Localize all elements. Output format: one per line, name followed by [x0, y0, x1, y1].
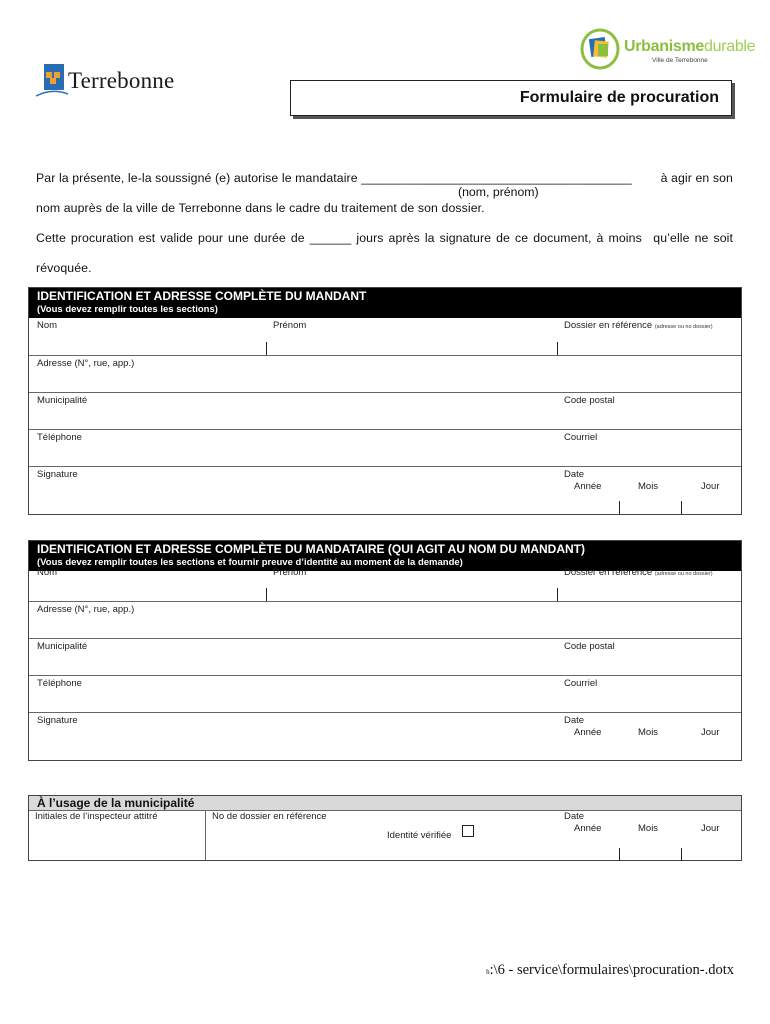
- mandant-telephone-label: Téléphone: [37, 432, 82, 443]
- mandataire-dossier-text: Dossier en référence: [564, 567, 653, 578]
- title-box: [290, 80, 732, 116]
- mandant-dossier-label: [564, 320, 713, 331]
- intro-line-2: nom auprès de la ville de Terrebonne dans le cadre du traitement de son dossier.: [36, 201, 485, 215]
- muni-mois-label: Mois: [638, 823, 659, 834]
- mandataire-dossier-hint: (adresse ou no dossier): [654, 571, 713, 577]
- mandant-row-city[interactable]: [29, 392, 741, 429]
- mandant-row-name[interactable]: [29, 318, 741, 355]
- municipalite-section-title: À l’usage de la municipalité: [29, 796, 741, 811]
- mandataire-telephone-label: Téléphone: [37, 678, 82, 689]
- mandant-annee-label: Année: [574, 481, 602, 492]
- mandant-section: [28, 287, 742, 515]
- mandataire-dossier-label: [564, 567, 713, 578]
- municipalite-section: [28, 795, 742, 861]
- mandataire-mois-label: Mois: [638, 727, 659, 738]
- mandant-municipalite-label: Municipalité: [37, 395, 88, 406]
- mandant-row-phone[interactable]: [29, 429, 741, 466]
- intro-line-3-left: Cette procuration est valide pour une durée de ______ jours après la signature de ce document, à moins: [36, 231, 642, 245]
- identite-verifiee-label: Identité vérifiée: [387, 830, 452, 841]
- terrebonne-emblem-icon: [34, 60, 70, 100]
- field-separator: [266, 588, 267, 601]
- mandant-prenom-label: Prénom: [273, 320, 307, 331]
- mandataire-row-signature[interactable]: [29, 712, 741, 760]
- mandataire-row-city[interactable]: [29, 638, 741, 675]
- intro-line-1-right: à agir en son: [660, 171, 733, 185]
- mandataire-signature-label: Signature: [37, 715, 78, 726]
- initiales-label: Initiales de l’inspecteur attitré: [35, 811, 158, 822]
- intro-line-1-left: Par la présente, le-la soussigné (e) autorise le mandataire _______________________________________: [36, 171, 632, 185]
- mandant-jour-label: Jour: [701, 481, 720, 492]
- mandataire-section-title: IDENTIFICATION ET ADRESSE COMPLÈTE DU MANDATAIRE (QUI AGIT AU NOM DU MANDANT): [37, 542, 585, 556]
- urbanisme-durable-logo: [580, 28, 756, 72]
- mandataire-date-label: Date: [564, 715, 585, 726]
- muni-jour-label: Jour: [701, 823, 720, 834]
- date-separator: [681, 501, 682, 514]
- mandataire-code-postal-label: Code postal: [564, 641, 615, 652]
- page-title: Formulaire de procuration: [519, 89, 719, 106]
- date-separator: [681, 848, 682, 861]
- mandataire-section: [28, 540, 742, 761]
- footer-path: :\6 - service\formulaires\procuration-.dotx: [489, 962, 734, 978]
- mandataire-row-name[interactable]: [29, 565, 741, 601]
- mandant-dossier-text: Dossier en référence: [564, 320, 653, 331]
- urbanisme-durable-text: [624, 38, 755, 56]
- mandant-code-postal-label: Code postal: [564, 395, 615, 406]
- mandataire-nom-label: Nom: [37, 567, 58, 578]
- mandant-adresse-label: Adresse (N°, rue, app.): [37, 358, 135, 369]
- urbanisme-durable-emblem-icon: [580, 28, 620, 70]
- mandant-courriel-label: Courriel: [564, 432, 598, 443]
- footer-file-path: [486, 962, 734, 979]
- mandant-nom-label: Nom: [37, 320, 58, 331]
- intro-line-3-right: qu’elle ne soit: [653, 231, 733, 245]
- intro-line-1: [36, 171, 733, 185]
- mandant-date-label: Date: [564, 469, 585, 480]
- mandataire-row-address[interactable]: [29, 601, 741, 638]
- intro-line-3: [36, 231, 733, 245]
- mandant-section-title: IDENTIFICATION ET ADRESSE COMPLÈTE DU MANDANT: [37, 289, 367, 303]
- date-separator: [619, 501, 620, 514]
- mandataire-municipalite-label: Municipalité: [37, 641, 88, 652]
- intro-line-4: révoquée.: [36, 261, 92, 275]
- mandataire-courriel-label: Courriel: [564, 678, 598, 689]
- mandataire-adresse-label: Adresse (N°, rue, app.): [37, 604, 135, 615]
- mandataire-row-phone[interactable]: [29, 675, 741, 712]
- urbanisme-durable-subtitle: Ville de Terrebonne: [652, 57, 708, 64]
- mandant-dossier-hint: (adresse ou no dossier): [654, 324, 713, 330]
- field-separator: [557, 588, 558, 601]
- terrebonne-logo-text: Terrebonne: [68, 68, 175, 93]
- field-separator: [557, 342, 558, 355]
- name-hint: (nom, prénom): [458, 185, 539, 199]
- footer-prefix: h: [486, 968, 490, 976]
- terrebonne-logo: [34, 60, 194, 100]
- urbanisme-word: Urbanisme: [624, 38, 704, 55]
- mandant-row-address[interactable]: [29, 355, 741, 392]
- mandataire-section-subtitle: (Vous devez remplir toutes les sections et fournir preuve d’identité au moment de la demande): [37, 557, 463, 568]
- identite-verifiee-checkbox[interactable]: [462, 825, 474, 837]
- muni-date-label: Date: [564, 811, 585, 822]
- municipalite-row[interactable]: [29, 811, 741, 861]
- mandant-mois-label: Mois: [638, 481, 659, 492]
- mandant-section-subtitle: (Vous devez remplir toutes les sections): [37, 304, 218, 315]
- no-dossier-label: No de dossier en référence: [212, 811, 327, 822]
- mandant-section-header: [29, 288, 741, 318]
- date-separator: [619, 848, 620, 861]
- mandataire-prenom-label: Prénom: [273, 567, 307, 578]
- mandataire-jour-label: Jour: [701, 727, 720, 738]
- field-separator: [266, 342, 267, 355]
- mandataire-annee-label: Année: [574, 727, 602, 738]
- muni-annee-label: Année: [574, 823, 602, 834]
- column-divider: [205, 811, 206, 861]
- durable-word: durable: [704, 38, 756, 55]
- mandant-signature-label: Signature: [37, 469, 78, 480]
- mandant-row-signature[interactable]: [29, 466, 741, 514]
